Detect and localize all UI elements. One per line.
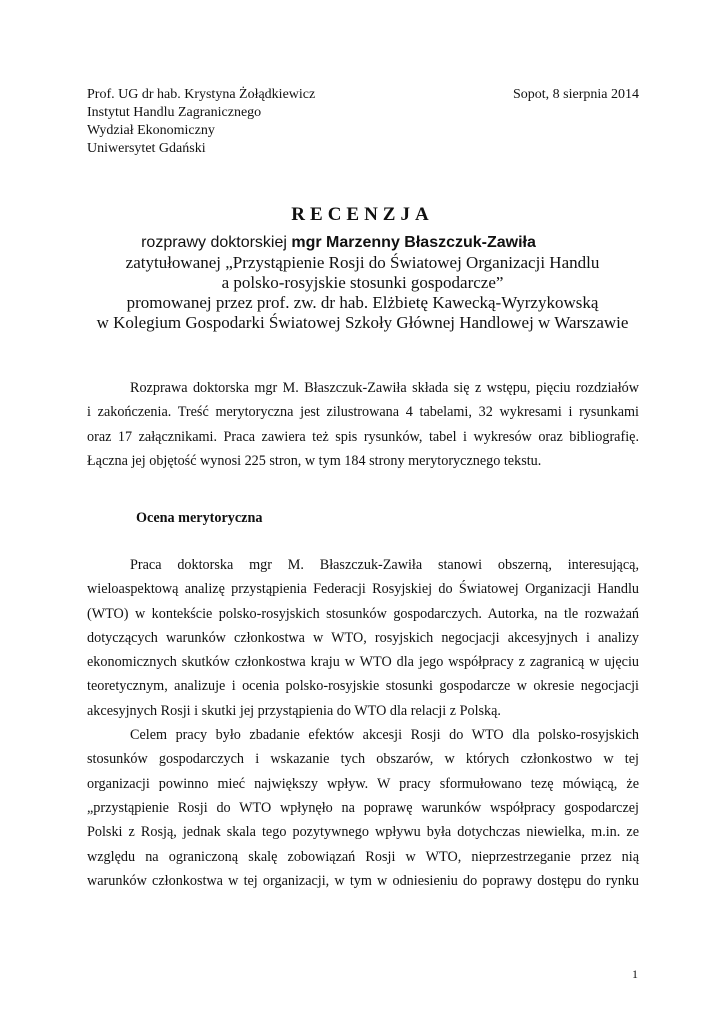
text-line: ekonomicznych skutków członkostwa kraju w WTO dla jego współpracy z zagranicą w ujęciu <box>87 654 639 671</box>
paragraph-assessment <box>87 553 639 893</box>
text-line: warunków członkostwa w tej organizacji, w tym w odniesieniu do poprawy dostępu do rynku <box>87 872 639 889</box>
text-line: Celem pracy było zbadanie efektów akcesji Rosji do WTO dla polsko-rosyjskich <box>130 727 639 744</box>
text-line: „przystąpienie Rosji do WTO wpłynęło na poprawę warunków współpracy gospodarczej <box>87 799 639 816</box>
text-line: względu na ograniczoną skalę zobowiązań Rosji w WTO, nieprzestrzeganie przez nią <box>87 848 639 865</box>
document-subtitle <box>60 233 665 333</box>
document-title: RECENZJA <box>291 204 434 225</box>
text-line: wieloaspektową analizę przystąpienia Federacji Rosyjskiej do Światowej Organizacji Handlu <box>87 581 639 598</box>
text-line: teoretycznym, analizuje i ocenia polsko-rosyjskie stosunki gospodarcze w okresie negocjacji <box>87 678 639 695</box>
subtitle-prefix: rozprawy doktorskiej <box>141 234 292 251</box>
university-name: Uniwersytet Gdański <box>87 141 206 156</box>
text-line: dotyczących warunków członkostwa w WTO, rosyjskich negocjacji akcesyjnych i analizy <box>87 629 639 646</box>
text-line: Rozprawa doktorska mgr M. Błaszczuk-Zawiła składa się z wstępu, pięciu rozdziałów <box>130 380 639 396</box>
text-line: (WTO) w kontekście polsko-rosyjskich stosunków gospodarczych. Autorka, na tle rozważań <box>87 605 639 622</box>
page-number: 1 <box>632 967 638 981</box>
text-line: stosunków gospodarczych i wskazanie tych obszarów, w których członkostwo w tej <box>87 751 639 768</box>
document-date: Sopot, 8 sierpnia 2014 <box>513 87 639 102</box>
faculty-name: Wydział Ekonomiczny <box>87 123 215 138</box>
author-affiliation <box>87 86 315 158</box>
text-line: oraz 17 załącznikami. Praca zawiera też spis rysunków, tabel i wykresów oraz bibliografię. <box>87 428 639 445</box>
text-line: i zakończenia. Treść merytoryczna jest zilustrowana 4 tabelami, 32 wykresami i rysunkami <box>87 404 639 421</box>
subtitle-line-2: zatytułowanej „Przystąpienie Rosji do Światowej Organizacji Handlu <box>125 253 600 272</box>
subtitle-line-1 <box>60 233 665 253</box>
text-line: Polski z Rosją, jednak skala tego pozytywnego wpływu była dotychczas niewielka, m.in. ze <box>87 824 639 841</box>
institute-name: Instytut Handlu Zagranicznego <box>87 105 262 120</box>
author-name: Prof. UG dr hab. Krystyna Żołądkiewicz <box>87 87 316 102</box>
candidate-name: mgr Marzenny Błaszczuk-Zawiła <box>291 234 536 251</box>
subtitle-line-3: a polsko-rosyjskie stosunki gospodarcze” <box>221 273 504 292</box>
section-heading: Ocena merytoryczna <box>136 510 263 526</box>
text-line: Łączna jej objętość wynosi 225 stron, w tym 184 strony merytorycznego tekstu. <box>87 452 542 469</box>
text-line: organizacji powinno mieć największy wpływ. W pracy sformułowano tezę mówiącą, że <box>87 775 639 792</box>
subtitle-line-4: promowanej przez prof. zw. dr hab. Elżbietę Kawecką-Wyrzykowską <box>126 293 599 312</box>
text-line: Praca doktorska mgr M. Błaszczuk-Zawiła stanowi obszerną, interesującą, <box>130 557 639 573</box>
subtitle-line-5: w Kolegium Gospodarki Światowej Szkoły Głównej Handlowej w Warszawie <box>96 313 629 332</box>
paragraph-intro <box>87 376 639 473</box>
text-line: akcesyjnych Rosji i skutki jej przystąpienia do WTO dla relacji z Polską. <box>87 702 501 719</box>
